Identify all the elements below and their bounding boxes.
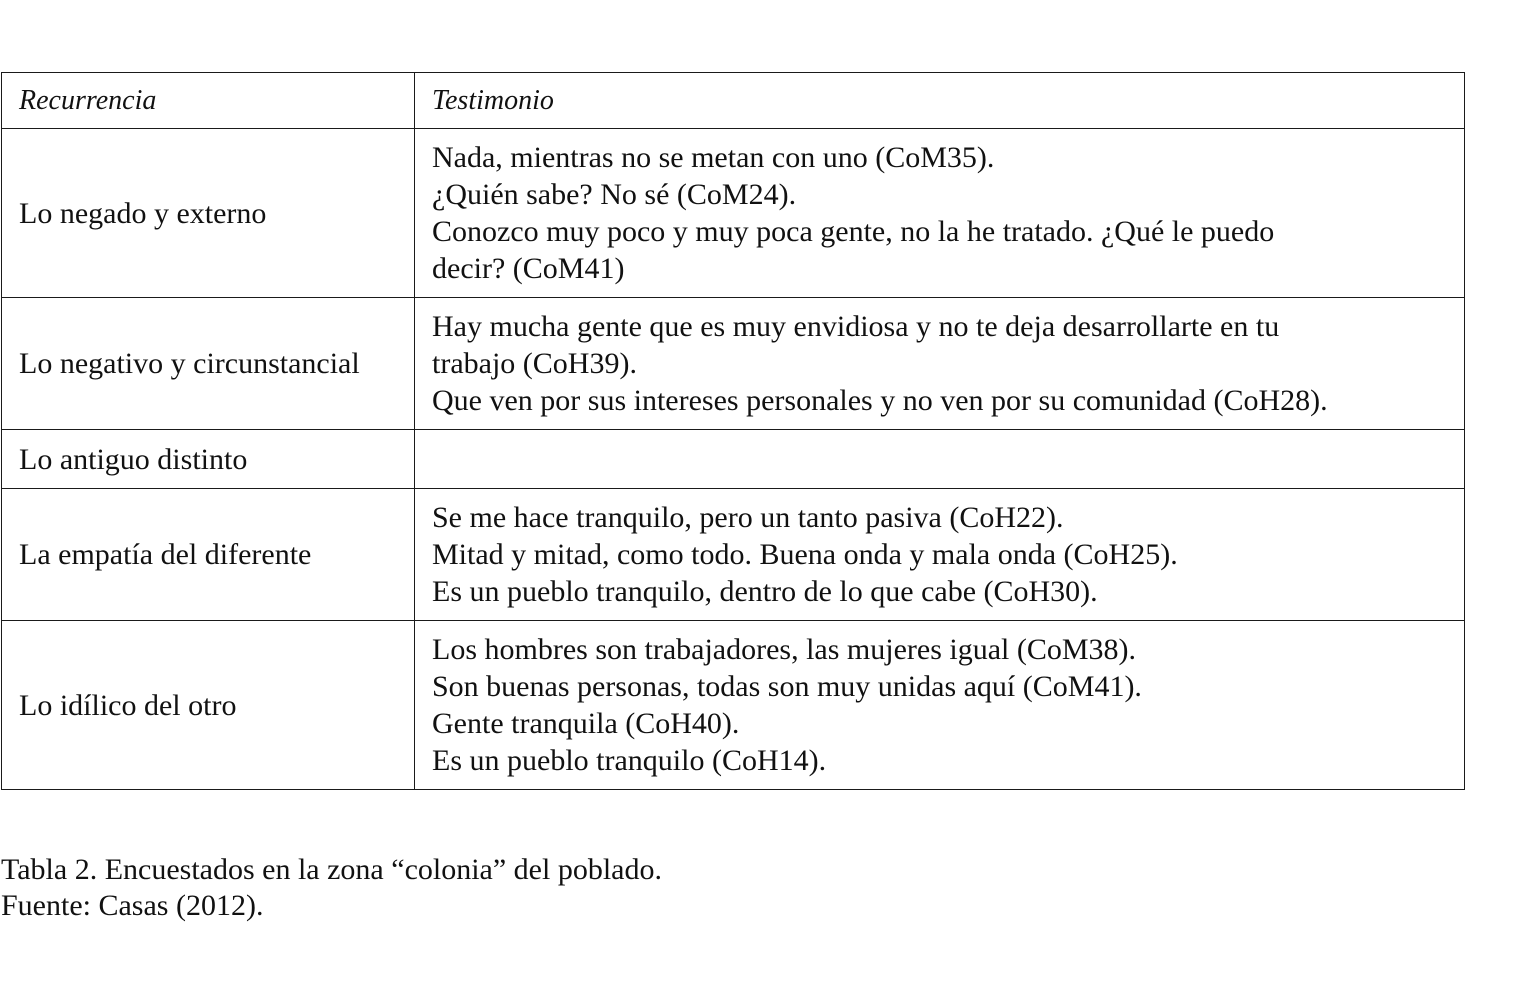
testimonio-cell xyxy=(415,298,1465,430)
recurrencia-cell: Lo idílico del otro xyxy=(2,621,415,790)
testimony-line: Mitad y mitad, como todo. Buena onda y mala onda (CoH25). xyxy=(432,538,1178,571)
testimonies-table xyxy=(1,72,1465,790)
table-row xyxy=(2,489,1465,621)
testimony-line: Son buenas personas, todas son muy unidas aquí (CoM41). xyxy=(432,670,1142,703)
testimony-line: Gente tranquila (CoH40). xyxy=(432,707,740,740)
header-recurrencia: Recurrencia xyxy=(2,73,415,129)
recurrencia-cell: Lo negativo y circunstancial xyxy=(2,298,415,430)
testimony-line: Se me hace tranquilo, pero un tanto pasiva (CoH22). xyxy=(432,501,1064,534)
table-header-row xyxy=(2,73,1465,129)
testimony-line: Nada, mientras no se metan con uno (CoM35). xyxy=(432,141,995,174)
testimonio-cell xyxy=(415,621,1465,790)
testimonio-cell xyxy=(415,129,1465,298)
testimony-line: Conozco muy poco y muy poca gente, no la he tratado. ¿Qué le puedo xyxy=(432,215,1275,248)
testimony-line: trabajo (CoH39). xyxy=(432,347,637,380)
table-row xyxy=(2,430,1465,489)
table-row xyxy=(2,298,1465,430)
testimony-line: Que ven por sus intereses personales y no ven por su comunidad (CoH28). xyxy=(432,384,1328,417)
header-testimonio: Testimonio xyxy=(415,73,1465,129)
testimony-line: Es un pueblo tranquilo (CoH14). xyxy=(432,744,827,777)
testimony-line: Es un pueblo tranquilo, dentro de lo que cabe (CoH30). xyxy=(432,575,1098,608)
caption-title: Tabla 2. Encuestados en la zona “colonia” del poblado. xyxy=(1,853,662,886)
testimonio-cell-empty xyxy=(415,430,1465,489)
recurrencia-cell: Lo antiguo distinto xyxy=(2,430,415,489)
testimonio-cell xyxy=(415,489,1465,621)
table-row xyxy=(2,129,1465,298)
table-caption xyxy=(1,852,662,924)
testimony-line: ¿Quién sabe? No sé (CoM24). xyxy=(432,178,797,211)
recurrencia-cell: Lo negado y externo xyxy=(2,129,415,298)
table-row xyxy=(2,621,1465,790)
testimony-line: Los hombres son trabajadores, las mujeres igual (CoM38). xyxy=(432,633,1137,666)
testimony-line: decir? (CoM41) xyxy=(432,252,625,285)
recurrencia-cell: La empatía del diferente xyxy=(2,489,415,621)
caption-source: Fuente: Casas (2012). xyxy=(1,889,264,922)
testimony-line: Hay mucha gente que es muy envidiosa y no te deja desarrollarte en tu xyxy=(432,310,1280,343)
